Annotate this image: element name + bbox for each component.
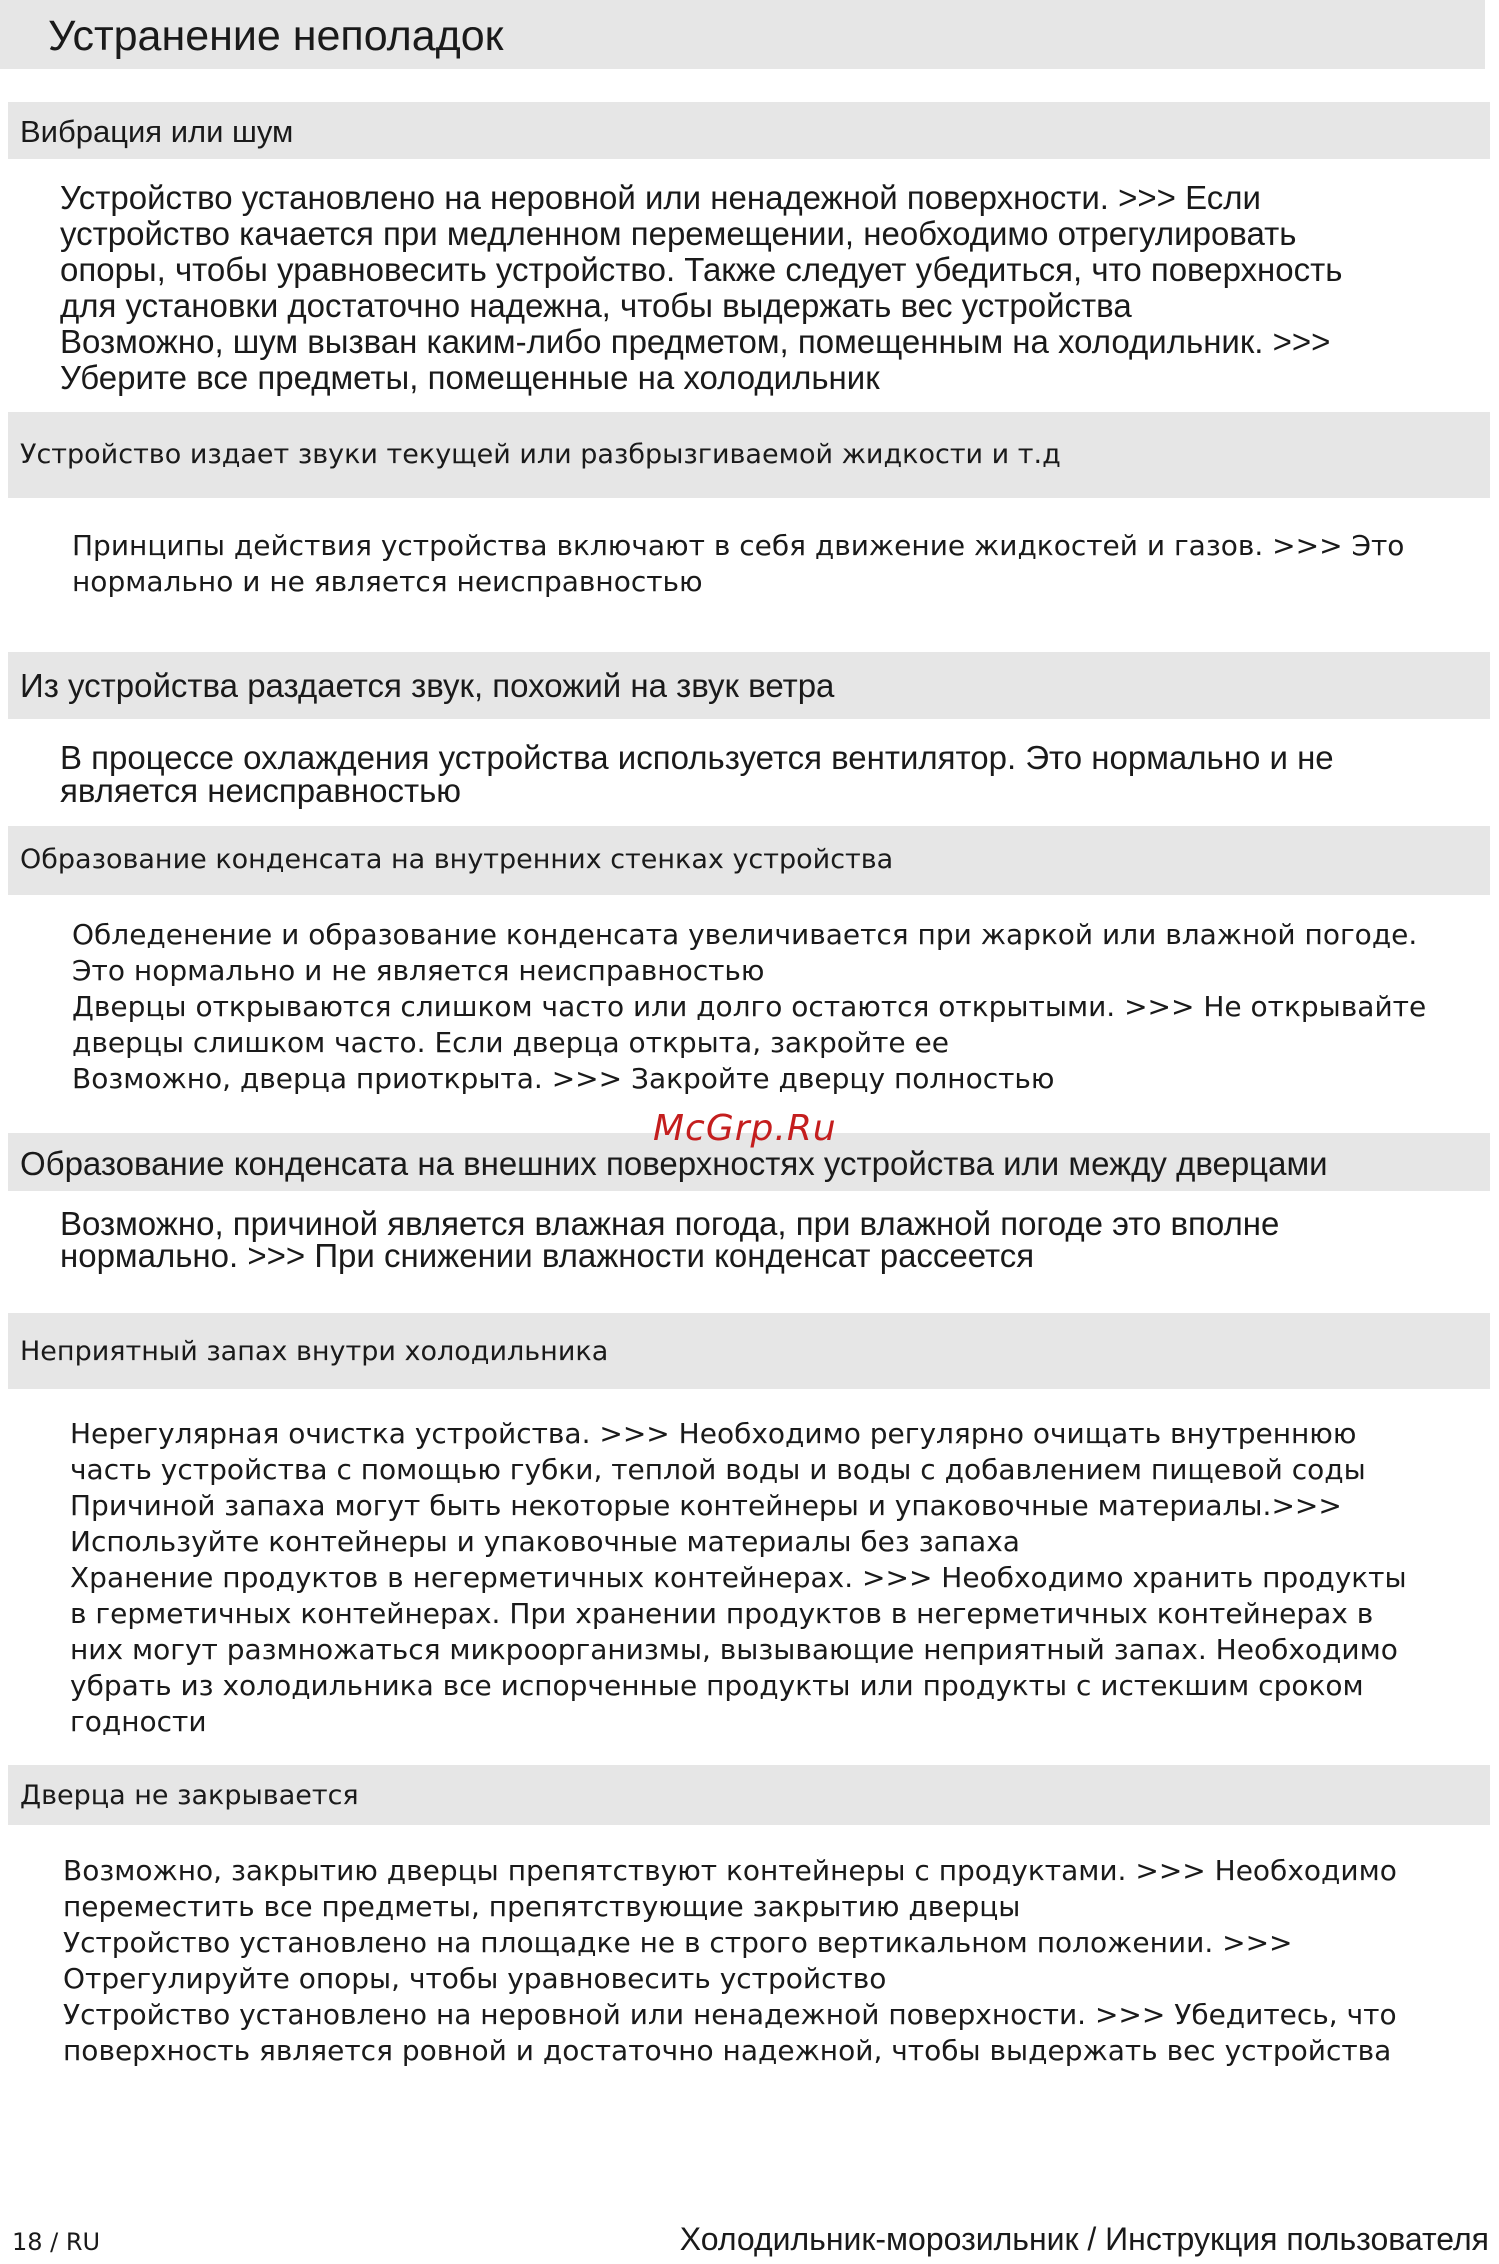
body-line: Устройство установлено на неровной или ненадежной поверхности. >>> Убедитесь, что [63, 1998, 1397, 2031]
body-line: является неисправностью [60, 772, 462, 809]
body-line: убрать из холодильника все испорченные продукты или продукты с истекшим сроком [70, 1669, 1364, 1702]
section-body-condensation-inside [72, 917, 1426, 1097]
body-line: Дверцы открываются слишком часто или долго остаются открытыми. >>> Не открывайте [72, 990, 1427, 1023]
body-line: для установки достаточно надежна, чтобы выдержать вес устройства [60, 287, 1132, 324]
body-line: Отрегулируйте опоры, чтобы уравновесить устройство [63, 1962, 887, 1995]
section-header-liquid-sounds [8, 412, 1490, 498]
body-line: Принципы действия устройства включают в себя движение жидкостей и газов. >>> Это [72, 529, 1405, 562]
section-title: Из устройства раздается звук, похожий на звук ветра [20, 667, 835, 704]
section-body-condensation-outside [60, 1205, 1280, 1274]
section-header-wind-sound [8, 652, 1490, 719]
body-line: них могут размножаться микроорганизмы, вызывающие неприятный запах. Необходимо [70, 1633, 1398, 1666]
body-line: дверцы слишком часто. Если дверца открыта, закройте ее [72, 1026, 949, 1059]
body-line: Возможно, дверца приоткрыта. >>> Закройте дверцу полностью [72, 1062, 1055, 1095]
body-line: переместить все предметы, препятствующие закрытию дверцы [63, 1890, 1021, 1923]
body-line: Уберите все предметы, помещенные на холодильник [60, 359, 880, 396]
body-line: Причиной запаха могут быть некоторые контейнеры и упаковочные материалы.>>> [70, 1489, 1342, 1522]
section-header-vibration [8, 102, 1490, 159]
body-line: устройство качается при медленном перемещении, необходимо отрегулировать [60, 215, 1297, 252]
footer-page-number: 18 / RU [12, 2228, 101, 2256]
body-line: Возможно, закрытию дверцы препятствуют контейнеры с продуктами. >>> Необходимо [63, 1854, 1397, 1887]
page-title-bar [0, 0, 1485, 69]
section-title: Дверца не закрывается [20, 1780, 359, 1811]
body-line: опоры, чтобы уравновесить устройство. Также следует убедиться, что поверхность [60, 251, 1343, 288]
body-line: часть устройства с помощью губки, теплой воды и воды с добавлением пищевой соды [70, 1453, 1366, 1486]
section-body-wind-sound [60, 741, 1334, 807]
body-line: в герметичных контейнерах. При хранении продуктов в негерметичных контейнерах в [70, 1597, 1374, 1630]
body-line: Это нормально и не является неисправностью [72, 954, 765, 987]
section-body-door [63, 1853, 1397, 2069]
section-body-liquid-sounds [72, 528, 1404, 600]
body-line: Обледенение и образование конденсата увеличивается при жаркой или влажной погоде. [72, 918, 1418, 951]
section-body-odor [70, 1416, 1407, 1740]
body-line: годности [70, 1705, 207, 1738]
body-line: Возможно, причиной является влажная погода, при влажной погоде это вполне [60, 1205, 1280, 1242]
section-title: Образование конденсата на внешних поверхностях устройства или между дверцами [20, 1145, 1328, 1182]
section-title: Образование конденсата на внутренних стенках устройства [20, 844, 894, 875]
body-line: Устройство установлено на неровной или ненадежной поверхности. >>> Если [60, 179, 1261, 216]
body-line: нормально и не является неисправностью [72, 565, 703, 598]
section-header-condensation-inside [8, 826, 1490, 895]
section-header-odor [8, 1313, 1490, 1389]
body-line: Устройство установлено на площадке не в строго вертикальном положении. >>> [63, 1926, 1293, 1959]
body-line: Хранение продуктов в негерметичных контейнерах. >>> Необходимо хранить продукты [70, 1561, 1407, 1594]
body-line: поверхность является ровной и достаточно надежной, чтобы выдержать вес устройства [63, 2034, 1392, 2067]
body-line: Возможно, шум вызван каким-либо предметом, помещенным на холодильник. >>> [60, 323, 1331, 360]
body-line: В процессе охлаждения устройства используется вентилятор. Это нормально и не [60, 739, 1334, 776]
body-line: нормально. >>> При снижении влажности конденсат рассеется [60, 1237, 1035, 1274]
watermark: McGrp.Ru [653, 1108, 837, 1149]
footer-document-title: Холодильник-морозильник / Инструкция пользователя [679, 2221, 1489, 2257]
section-title: Устройство издает звуки текущей или разбрызгиваемой жидкости и т.д [20, 439, 1061, 470]
section-body-vibration [60, 180, 1342, 396]
section-title: Неприятный запах внутри холодильника [20, 1336, 609, 1367]
body-line: Нерегулярная очистка устройства. >>> Необходимо регулярно очищать внутреннюю [70, 1417, 1357, 1450]
page-title: Устранение неполадок [48, 12, 504, 60]
section-header-door [8, 1765, 1490, 1825]
section-title: Вибрация или шум [20, 114, 294, 149]
body-line: Используйте контейнеры и упаковочные материалы без запаха [70, 1525, 1020, 1558]
